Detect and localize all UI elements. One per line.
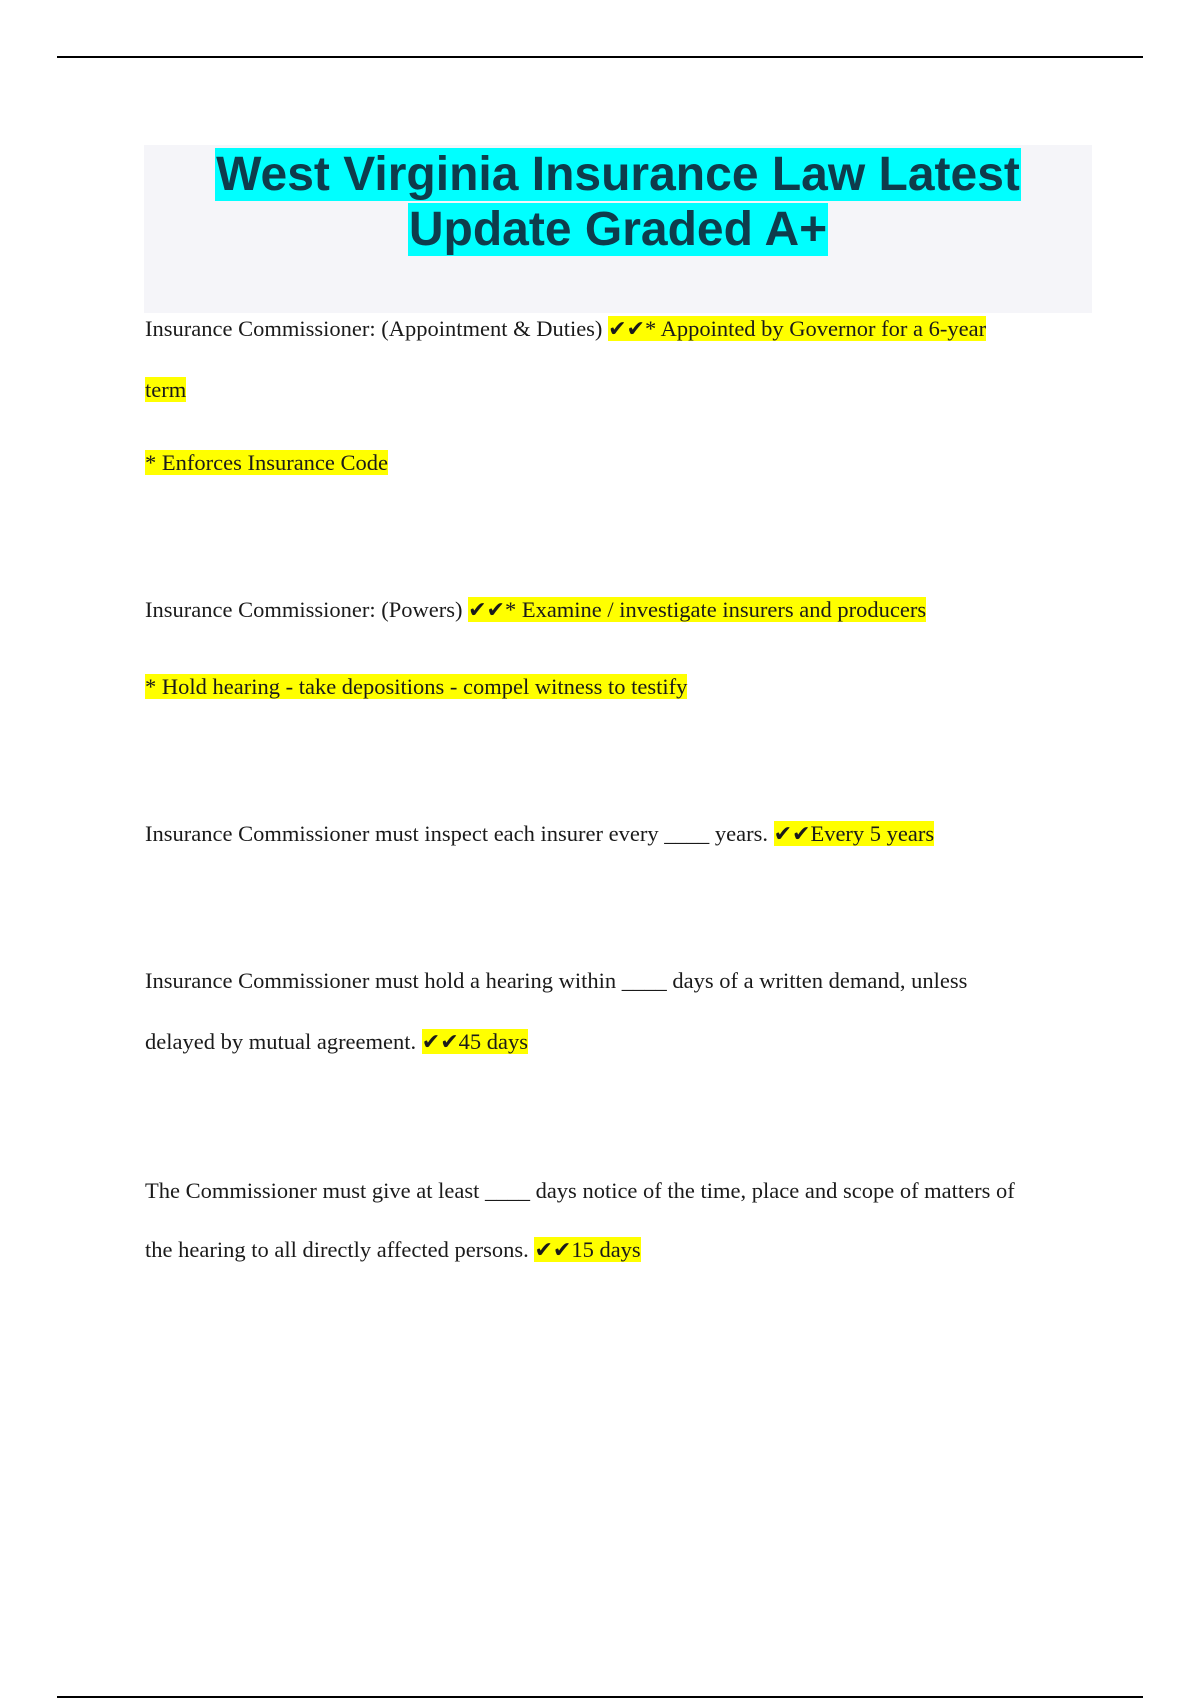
qa-item-1-answer-text: * Appointed by Governor for a 6-year bbox=[644, 316, 987, 341]
qa-item-4-question-line-2 bbox=[145, 1027, 528, 1058]
qa-item-4-question-line-1 bbox=[145, 966, 967, 996]
qa-item-2-answer-text: * Examine / investigate insurers and producers bbox=[504, 597, 927, 622]
qa-item-5-question-line-2 bbox=[145, 1235, 641, 1266]
qa-item-5-question-line-1 bbox=[145, 1176, 1015, 1206]
qa-item-1-answer-line-1 bbox=[608, 316, 986, 341]
qa-item-2-answer-line-2 bbox=[145, 672, 687, 702]
qa-item-2-answer-text: * Hold hearing - take depositions - compel witness to testify bbox=[145, 674, 688, 699]
qa-item-1-question-line bbox=[145, 314, 986, 345]
title-line-2: Update Graded A+ bbox=[408, 203, 828, 256]
qa-item-4-question: Insurance Commissioner must hold a hearing within ____ days of a written demand, unless bbox=[145, 968, 968, 993]
qa-item-4-question: delayed by mutual agreement. bbox=[145, 1029, 417, 1054]
title-block bbox=[144, 145, 1092, 313]
check-marks: ✔✔ bbox=[608, 317, 645, 342]
title-line-1: West Virginia Insurance Law Latest bbox=[216, 148, 1020, 201]
document-title bbox=[144, 145, 1092, 257]
check-marks: ✔✔ bbox=[773, 822, 811, 847]
qa-item-5-answer bbox=[534, 1237, 640, 1262]
qa-item-4-answer-text: 45 days bbox=[458, 1029, 529, 1054]
qa-item-1-answer-line-3 bbox=[145, 448, 388, 478]
qa-item-5-question: the hearing to all directly affected persons. bbox=[145, 1237, 529, 1262]
qa-item-2-question-line bbox=[145, 595, 926, 626]
qa-item-3-question-line bbox=[145, 819, 934, 850]
qa-item-5-answer-text: 15 days bbox=[571, 1237, 641, 1262]
qa-item-5-question: The Commissioner must give at least ____ days notice of the time, place and scope of matters of bbox=[145, 1178, 1015, 1203]
qa-item-3-answer bbox=[774, 821, 935, 846]
check-marks: ✔✔ bbox=[468, 598, 505, 623]
header-rule bbox=[57, 56, 1143, 58]
qa-item-3-question: Insurance Commissioner must inspect each insurer every ____ years. bbox=[145, 821, 768, 846]
qa-item-4-answer bbox=[422, 1029, 528, 1054]
qa-item-1-answer-text: term bbox=[145, 377, 187, 402]
qa-item-2-question: Insurance Commissioner: (Powers) bbox=[145, 597, 463, 622]
footer-rule bbox=[57, 1696, 1143, 1698]
check-marks: ✔✔ bbox=[534, 1238, 572, 1263]
check-marks: ✔✔ bbox=[421, 1030, 459, 1055]
qa-item-2-answer-line-1 bbox=[468, 597, 926, 622]
qa-item-3-answer-text: Every 5 years bbox=[810, 821, 935, 846]
qa-item-1-answer-line-2 bbox=[145, 375, 186, 405]
qa-item-1-answer-text: * Enforces Insurance Code bbox=[145, 450, 389, 475]
qa-item-1-question: Insurance Commissioner: (Appointment & Duties) bbox=[145, 316, 603, 341]
